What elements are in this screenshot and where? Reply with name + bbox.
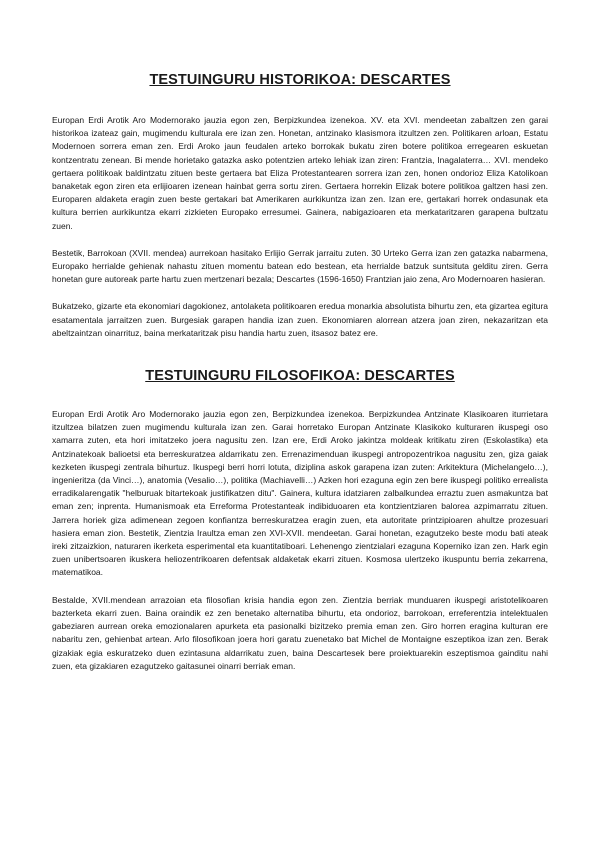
paragraph-historical-1: Europan Erdi Arotik Aro Modernorako jauzia egon zen, Berpizkundea izenekoa. XV. eta XVI. mendeetan zabaltzen zen garai historikoa izateaz gain, mugimendu kulturala ere izan zen. Honetan, antzinako klasismora itzultzen zen. Politikaren arloan, Estatu Modernoen sorrera eman zen. Erdi Aroko jaun feudalen arteko borrokak bukatu ziren botere politikoa erregearen eskuetan kontzentratu zenean. Bi mende horietako gatazka asko potentzien arteko lehiak izan ziren: Frantzia, Inagalaterra… XVI. mendeko gertaera politikoak baldintzatu zituen beste gertaera bat Eliza Protestantearen sorrera izan zen, honen ondorioz Eliza Katolikoan banaketak egon ziren eta erlijioaren izenean hainbat gerra sortu ziren. Gertaera horrekin Elizak botere politikoa galtzen hasi zen. Europaren aldaketa eragin zuen beste gertakari bat Amerikaren aurkikuntza izan zen. Izan ere, gertakari horrek ondasunak eta kultura berrien aurkikuntza ekarri zizkieten Europako erresumei. Gainera, nabigazioaren eta merkataritzaren garapena bultzatu zuen. xyxy=(52,115,548,231)
paragraph-historical-2: Bestetik, Barrokoan (XVII. mendea) aurrekoan hasitako Erlijio Gerrak jarraitu zuten. 30 Urteko Gerra izan zen gatazka nabarmena, Europako herrialde gehienak nahastu zituen momentu batean edo bestean, eta herrialde batzuk suntsituta gelditu ziren. Gerra honetan gure autoreak parte hartu zuen mertzenari bezala; Descartes (1596-1650) Frantzian jaio zena, Aro Modernoaren hasieran. xyxy=(52,247,548,285)
paragraph-philosophical-2: Bestalde, XVII.mendean arrazoian eta filosofian krisia handia egon zen. Zientzia berriak munduaren ikuspegi aristotelikoaren bazterketa ekarri zuen. Baina oraindik ez zen benetako alternatiba bihurtu, eta ondorioz, barrokoan, erreferentzia intelektualen gabeziaren aurrean oreka emozionalaren apurketa eta pasionalki bizitzeko premia eman zen. Giro horren eragina kulturan ere nabaritu zen, gehienbat artean. Arlo filosofikoan joera hori garatu zuenetako bat Michel de Montaigne eszeptikoa izan zen. Berak gizakiak egia eskuratzeko duen ezintasuna aldarrikatu zuen, baina Descartesek bere proiektuarekin eszeptismoa gainditu nahi zuen, eta gizakiaren ezagutzeko gaitasunei oinarri berriak eman. xyxy=(52,594,548,671)
section-title-philosophical: TESTUINGURU FILOSOFIKOA: DESCARTES xyxy=(145,368,455,385)
paragraph-historical-3: Bukatzeko, gizarte eta ekonomiari dagokionez, antolaketa politikoaren eredua monarkia absolutista bihurtu zen, eta gizartea egitura esatamentala jarraitzen zuen. Burgesiak garapen handia izan zuen. Ekonomiaren alorrean atzera joan ziren, nekazaritzan eta abeltzaintzan oinarrituz, baina merkataritzak pisu handia hartu zuen, itsasoz batez ere. xyxy=(52,301,548,338)
section-title-historical: TESTUINGURU HISTORIKOA: DESCARTES xyxy=(149,72,451,88)
paragraph-philosophical-1: Europan Erdi Arotik Aro Modernorako jauzia egon zen, Berpizkundea izenekoa. Berpizkundea Antzinate Klasikoaren iturrietara itzultzea bilatzen zuen mugimendu kulturala izan zen. Garai horretako Europan Antzinate Klasikoko kulturaren ikuspegi oso xamarra zuten, eta hori imitatzeko joera nagusitu zen. Izan ere, Erdi Aroko jakintza moldeak kritikatu ziren (Eskolastika) eta Antzinatekoak balioetsi eta berreskuratzea aldarrikatu zen. Errenazimenduan ikuspegi antropozentrikoa nagusitu zen, giza gaiak kezketen ikuspegi zentrala bihurtuz. Ikuspegi berri horri lotuta, diziplina askok garapena izan zuten: Arkitektura (Michelangelo…), ingenieritza (da Vinci…), anatomia (Vesalio…), politika (Machiavelli…) Azken hori ezaguna egin zen bere ikuspegi politiko errealista erradikalarengatik "helburuak bitartekoak justifikatzen ditu". Gainera, kultura idatziaren zalbalkundea erraztu zuen asmakuntza bat eman zen; inprenta. Humanismoak eta Erreforma Protestanteak indibiduoaren eta kontzientziaren balorea azpimarratu zituen. Jarrera horiek giza adimenean zegoen konfiantza berreskuratzea eragin zuen, eta autoritate printzipioaren ahultze prozesuari hasiera eman zion. Bestetik, Zientzia Iraultza eman zen XVI-XVII. mendeetan. Garai honetan, ezagutzeko beste modu bati ateak ireki zitzaizkion, naturaren ikerketa esperimental eta kuantitatiboari. Lehenengo zientzialari ezaguna Koperniko izan zen. Hark egin zuen unibertsoaren ikuskera heliozentrikoaren defentsak aldaketak ekarri zituen. Kosmosa ulertzeko ikuspuntu berria zekarrena, matematikoa. xyxy=(52,409,548,578)
